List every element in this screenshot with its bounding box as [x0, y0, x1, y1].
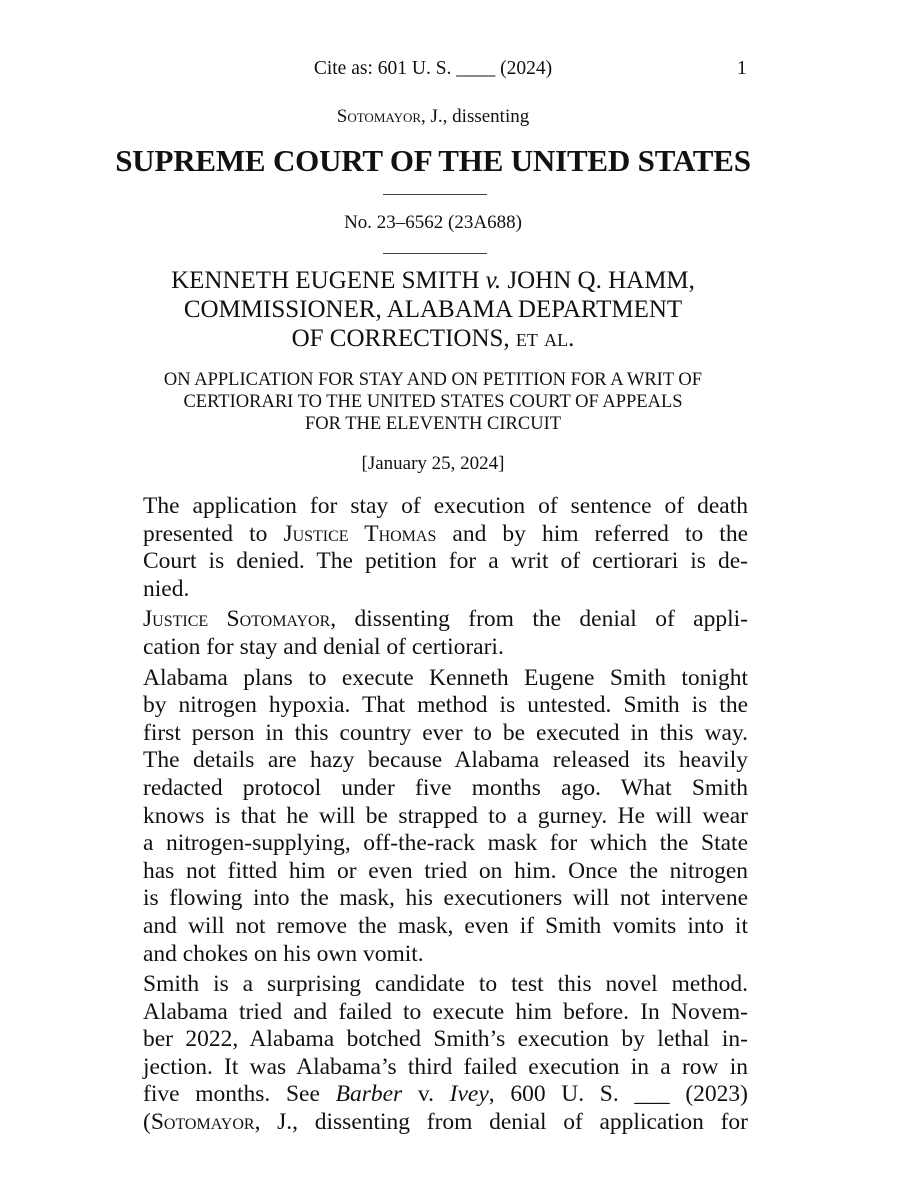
text-run: , 600 U. S. ___ (2023): [488, 1081, 748, 1108]
text-line: by nitrogen hypoxia. That method is untested. Smith is the: [143, 692, 748, 719]
text-line: redacted protocol under five months ago. What Smith: [143, 774, 748, 801]
opinion-body: [119, 493, 748, 1137]
text-line: has not fitted him or even tried on him. Once the nitrogen: [143, 857, 748, 884]
caption-line: [0, 266, 866, 295]
paragraph-dissent-heading: [119, 606, 748, 661]
text-line: cation for stay and denial of certiorari.: [143, 633, 504, 660]
justice-name: Justice Sotomayor: [143, 606, 331, 633]
posture-line: FOR THE ELEVENTH CIRCUIT: [304, 414, 562, 434]
paragraph-dissent-1: [119, 665, 748, 969]
author-name: Sotomayor: [336, 106, 422, 127]
text-line: [119, 1081, 748, 1109]
text-line: The application for stay of execution of sentence of death: [143, 493, 748, 519]
docket-number: No. 23–6562 (23A688): [344, 212, 522, 233]
text-run: five months. See: [143, 1081, 336, 1108]
posture-line: ON APPLICATION FOR STAY AND ON PETITION FOR A WRIT OF: [163, 370, 703, 390]
posture-line: CERTIORARI TO THE UNITED STATES COURT OF APPEALS: [183, 392, 683, 412]
justice-name: Justice Thomas: [283, 520, 437, 547]
caption-text: JOHN Q. HAMM,: [501, 267, 695, 294]
text-line: Court is denied. The petition for a writ of certiorari is de-: [143, 548, 748, 575]
text-line: jection. It was Alabama’s third failed execution in a row in: [143, 1053, 748, 1080]
page-number: 1: [737, 58, 747, 79]
text-line: [119, 521, 748, 549]
caption-et-al: et al.: [515, 325, 575, 352]
text-line: a nitrogen-supplying, off-the-rack mask for which the State: [143, 830, 748, 857]
case-name: Ivey: [449, 1081, 489, 1108]
caption-text: OF CORRECTIONS,: [291, 325, 516, 352]
caption-line: COMMISSIONER, ALABAMA DEPARTMENT: [183, 296, 683, 323]
text-run: and by him referred to the: [436, 520, 748, 547]
caption-line: [0, 324, 866, 353]
divider-rule: [383, 194, 487, 195]
text-line: The details are hazy because Alabama released its heavily: [143, 747, 748, 774]
decision-date: [January 25, 2024]: [361, 453, 505, 474]
text-run: v.: [402, 1081, 450, 1108]
paragraph-dissent-2: [119, 971, 748, 1137]
text-line: [119, 606, 748, 634]
text-line: Alabama plans to execute Kenneth Eugene Smith tonight: [143, 664, 748, 691]
caption-text: KENNETH EUGENE SMITH: [171, 267, 486, 294]
text-line: knows is that he will be strapped to a gurney. He will wear: [143, 802, 748, 829]
text-line: [119, 1109, 748, 1137]
text-line: nied.: [143, 575, 190, 602]
text-line: ber 2022, Alabama botched Smith’s execution by lethal in-: [143, 1026, 748, 1053]
text-run: , J., dissenting from denial of application for: [254, 1109, 748, 1136]
author-role: , J., dissenting: [421, 106, 530, 127]
paragraph-order: [119, 493, 748, 603]
text-run: , dissenting from the denial of appli-: [330, 606, 748, 633]
text-run: presented to: [143, 520, 284, 547]
text-line: and chokes on his own vomit.: [143, 940, 424, 967]
caption-versus: v.: [485, 267, 502, 294]
text-line: Smith is a surprising candidate to test this novel method.: [143, 971, 748, 998]
divider-rule: [383, 253, 487, 254]
text-line: is flowing into the mask, his executioners will not intervene: [143, 885, 748, 912]
procedural-posture: [0, 369, 866, 435]
case-name: Barber: [335, 1081, 403, 1108]
author-line: [0, 106, 866, 128]
text-line: Alabama tried and failed to execute him before. In Novem-: [143, 998, 748, 1025]
citation: Cite as: 601 U. S. ____ (2024): [313, 58, 553, 79]
text-run: (: [143, 1109, 151, 1136]
justice-name: Sotomayor: [150, 1109, 255, 1136]
text-line: first person in this country ever to be executed in this way.: [143, 719, 748, 746]
court-title: SUPREME COURT OF THE UNITED STATES: [115, 143, 751, 178]
text-line: and will not remove the mask, even if Smith vomits into it: [143, 912, 748, 939]
case-caption: [0, 266, 866, 353]
